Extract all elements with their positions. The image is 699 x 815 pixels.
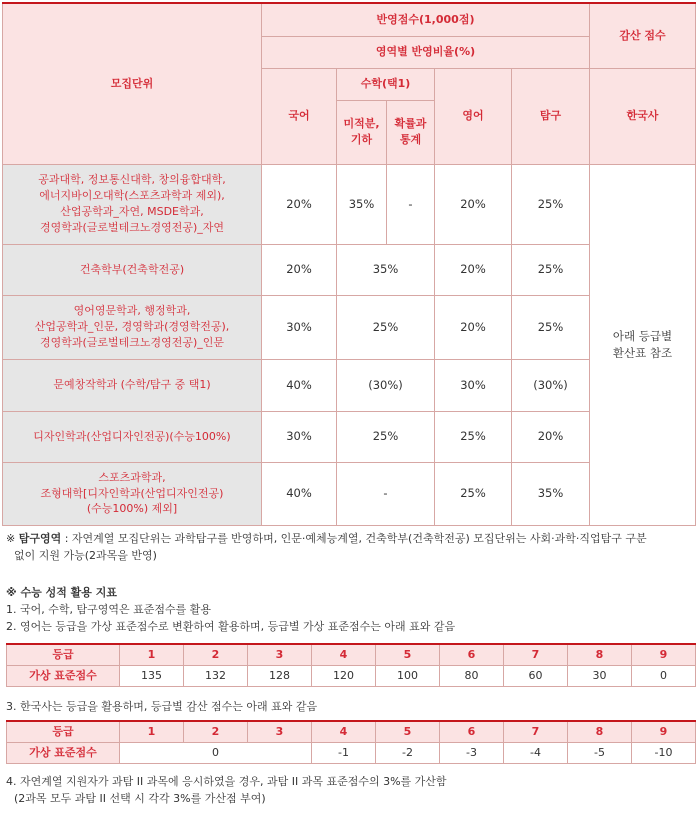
grade-cell: 1 [120, 721, 184, 742]
header-math: 수학(택1) [337, 68, 435, 100]
grade-label: 등급 [7, 644, 120, 665]
korean-ratio: 40% [262, 462, 337, 525]
history-grade-table [6, 720, 696, 764]
grade-cell: 4 [312, 644, 376, 665]
math-ratio: (30%) [337, 359, 435, 411]
unit-cell: 문예창작학과 (수학/탐구 중 택1) [3, 359, 262, 411]
score-cell: 0 [632, 665, 696, 686]
history-note: 아래 등급별 환산표 참조 [590, 164, 696, 525]
score-cell: -1 [312, 742, 376, 763]
math-ratio: - [337, 462, 435, 525]
grade-cell: 3 [248, 644, 312, 665]
header-deduction: 감산 점수 [590, 3, 696, 68]
score-cell: 120 [312, 665, 376, 686]
english-ratio: 25% [435, 462, 512, 525]
inquiry-ratio: 35% [512, 462, 590, 525]
grade-cell: 1 [120, 644, 184, 665]
score-cell: 80 [440, 665, 504, 686]
header-reflected-score: 반영점수(1,000점) [262, 3, 590, 36]
grade-cell: 9 [632, 644, 696, 665]
score-cell: 135 [120, 665, 184, 686]
inquiry-ratio: (30%) [512, 359, 590, 411]
score-cell: 128 [248, 665, 312, 686]
usage-section [6, 584, 455, 635]
note-text-continued: 없이 지원 가능(2과목을 반영) [14, 549, 157, 562]
korean-ratio: 40% [262, 359, 337, 411]
grade-cell: 7 [504, 644, 568, 665]
grade-cell: 2 [184, 721, 248, 742]
grade-cell: 9 [632, 721, 696, 742]
grade-cell: 6 [440, 721, 504, 742]
note-prefix: ※ [6, 532, 19, 545]
math-ratio: 35% [337, 244, 435, 295]
math-prob-ratio: - [387, 164, 435, 244]
usage-item-1: 1. 국어, 수학, 탐구영역은 표준점수를 활용 [6, 603, 211, 616]
header-english: 영어 [435, 68, 512, 164]
english-ratio: 30% [435, 359, 512, 411]
score-label: 가상 표준점수 [7, 742, 120, 763]
usage-title: ※ 수능 성적 활용 지표 [6, 586, 118, 599]
math-ratio: 25% [337, 295, 435, 359]
english-ratio: 20% [435, 164, 512, 244]
grade-cell: 7 [504, 721, 568, 742]
inquiry-ratio: 25% [512, 295, 590, 359]
korean-ratio: 30% [262, 411, 337, 462]
score-cell: 60 [504, 665, 568, 686]
score-ratio-table [2, 2, 696, 526]
grade-label: 등급 [7, 721, 120, 742]
unit-cell: 건축학부(건축학전공) [3, 244, 262, 295]
english-grade-table [6, 643, 696, 687]
english-ratio: 25% [435, 411, 512, 462]
header-ratio: 영역별 반영비율(%) [262, 36, 590, 68]
usage-item-4-continued: (2과목 모두 과탐 II 선택 시 각각 3%를 가산점 부여) [14, 792, 266, 805]
usage-item-3: 3. 한국사는 등급을 활용하며, 등급별 감산 점수는 아래 표와 같음 [6, 700, 318, 713]
grade-cell: 5 [376, 644, 440, 665]
header-math-calc-geo: 미적분, 기하 [337, 100, 387, 164]
english-ratio: 20% [435, 295, 512, 359]
score-cell: -2 [376, 742, 440, 763]
score-cell: 132 [184, 665, 248, 686]
inquiry-ratio: 20% [512, 411, 590, 462]
header-math-prob-stat: 확률과 통계 [387, 100, 435, 164]
math-ratio: 25% [337, 411, 435, 462]
korean-ratio: 20% [262, 164, 337, 244]
header-unit: 모집단위 [3, 3, 262, 164]
unit-cell: 스포츠과학과, 조형대학[디자인학과(산업디자인전공) (수능100%) 제외] [3, 462, 262, 525]
header-history: 한국사 [590, 68, 696, 164]
grade-cell: 4 [312, 721, 376, 742]
english-ratio: 20% [435, 244, 512, 295]
header-korean: 국어 [262, 68, 337, 164]
usage-item-3-block [6, 698, 317, 715]
score-cell: -4 [504, 742, 568, 763]
score-cell: -5 [568, 742, 632, 763]
math-calc-ratio: 35% [337, 164, 387, 244]
score-cell: 100 [376, 665, 440, 686]
grade-cell: 3 [248, 721, 312, 742]
score-cell: -10 [632, 742, 696, 763]
grade-cell: 8 [568, 644, 632, 665]
inquiry-note [6, 530, 647, 564]
note-title: 탐구영역 [18, 532, 62, 545]
unit-cell: 디자인학과(산업디자인전공)(수능100%) [3, 411, 262, 462]
usage-item-4-block [6, 773, 447, 807]
unit-cell: 영어영문학과, 행정학과, 산업공학과_인문, 경영학과(경영학전공), 경영학과(글로벌테크노경영전공)_인문 [3, 295, 262, 359]
header-inquiry: 탐구 [512, 68, 590, 164]
korean-ratio: 30% [262, 295, 337, 359]
grade-cell: 6 [440, 644, 504, 665]
usage-item-2: 2. 영어는 등급을 가상 표준점수로 변환하여 활용하며, 등급별 가상 표준점수는 아래 표와 같음 [6, 620, 456, 633]
unit-cell: 공과대학, 정보통신대학, 창의융합대학, 에너지바이오대학(스포츠과학과 제외), 산업공학과_자연, MSDE학과, 경영학과(글로벌테크노경영전공)_자연 [3, 164, 262, 244]
korean-ratio: 20% [262, 244, 337, 295]
inquiry-ratio: 25% [512, 244, 590, 295]
table-row [3, 164, 696, 244]
note-text: : 자연계열 모집단위는 과학탐구를 반영하며, 인문·예체능계열, 건축학부(건축학전공) 모집단위는 사회·과학·직업탐구 구분 [61, 532, 647, 545]
score-label: 가상 표준점수 [7, 665, 120, 686]
grade-cell: 5 [376, 721, 440, 742]
grade-cell: 8 [568, 721, 632, 742]
score-cell: -3 [440, 742, 504, 763]
score-cell: 0 [120, 742, 312, 763]
grade-cell: 2 [184, 644, 248, 665]
inquiry-ratio: 25% [512, 164, 590, 244]
score-cell: 30 [568, 665, 632, 686]
usage-item-4: 4. 자연계열 지원자가 과탐 II 과목에 응시하였을 경우, 과탐 II 과목 표준점수의 3%를 가산함 [6, 775, 447, 788]
